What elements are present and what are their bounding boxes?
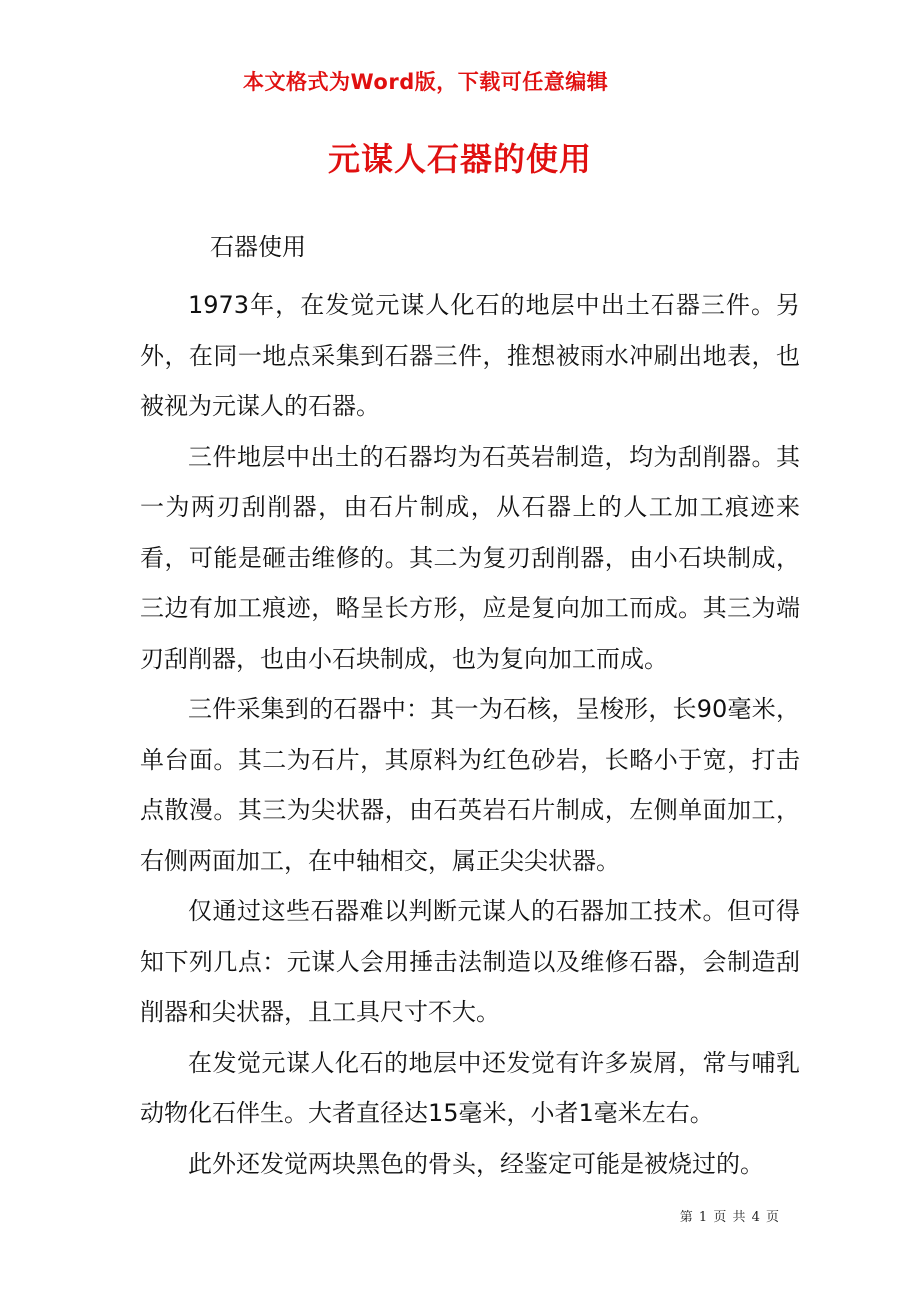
document-title: 元谋人石器的使用 (327, 140, 592, 178)
page-number: 第 1 页 共 4 页 (679, 1210, 780, 1225)
paragraph: 在发觉元谋人化石的地层中还发觉有许多炭屑，常与哺乳动物化石伴生。大者直径达15毫米，小者1毫米左右。 (140, 1048, 800, 1127)
paragraph: 1973年，在发觉元谋人化石的地层中出土石器三件。另外，在同一地点采集到石器三件，推想被雨水冲刷出地表，也被视为元谋人的石器。 (140, 291, 800, 420)
paragraph: 此外还发觉两块黑色的骨头，经鉴定可能是被烧过的。 (188, 1149, 764, 1178)
paragraph: 三件采集到的石器中：其一为石核，呈梭形，长90毫米，单台面。其二为石片，其原料为红色砂岩，长略小于宽，打击点散漫。其三为尖状器，由石英岩石片制成，左侧单面加工，右侧两面加工，在中轴相交，属正尖尖状器。 (140, 695, 800, 875)
document-body (140, 280, 800, 1189)
section-heading: 石器使用 (210, 233, 306, 261)
format-banner: 本文格式为Word版，下载可任意编辑 (243, 70, 609, 94)
paragraph: 三件地层中出土的石器均为石英岩制造，均为刮削器。其一为两刃刮削器，由石片制成，从石器上的人工加工痕迹来看，可能是砸击维修的。其二为复刃刮削器，由小石块制成，三边有加工痕迹，略呈长方形，应是复向加工而成。其三为端刃刮削器，也由小石块制成，也为复向加工而成。 (140, 442, 800, 673)
paragraph: 仅通过这些石器难以判断元谋人的石器加工技术。但可得知下列几点：元谋人会用捶击法制造以及维修石器，会制造刮削器和尖状器，且工具尺寸不大。 (140, 897, 800, 1026)
